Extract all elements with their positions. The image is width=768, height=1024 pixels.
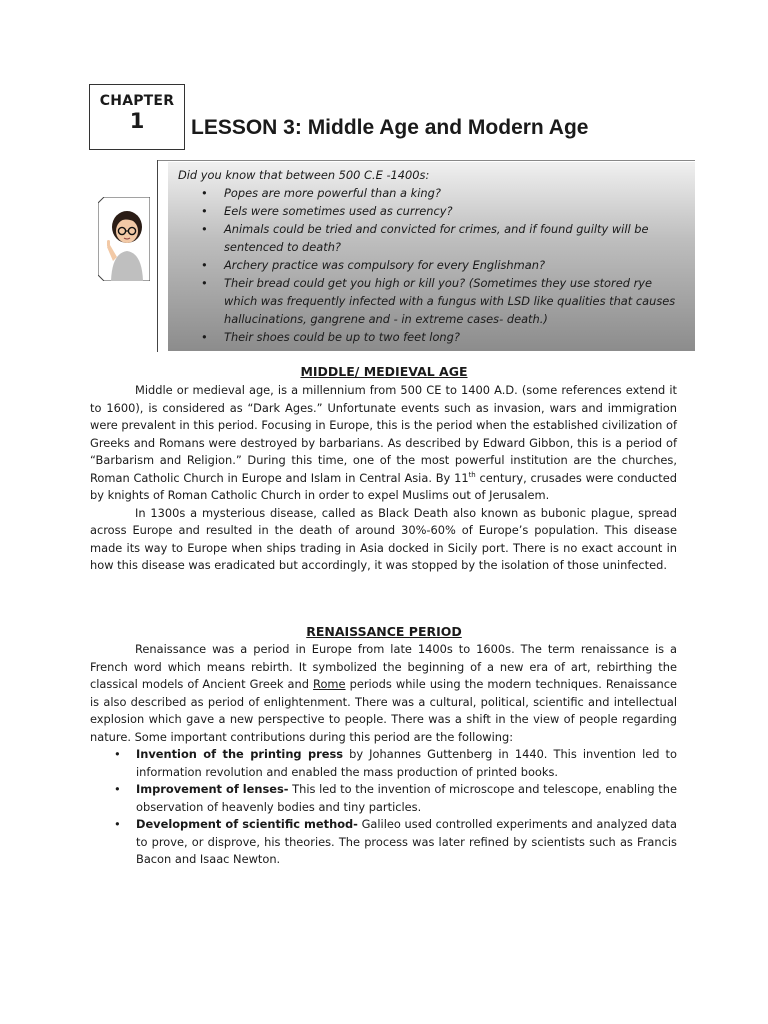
renaissance-body (90, 641, 677, 869)
list-item: • Improvement of lenses- This led to the invention of microscope and telescope, enabling the observation of heavenly bodies and tiny particles. (136, 781, 677, 816)
chapter-box (89, 84, 185, 150)
list-item: • Invention of the printing press by Johannes Guttenberg in 1440. This invention led to information revolution and enabled the mass production of printed books. (136, 746, 677, 781)
middle-age-paragraph-1: Middle or medieval age, is a millennium from 500 CE to 1400 A.D. (some references extend it to 1600), is considered as “Dark Ages.” Unfortunate events such as invasion, wars and immigration were prevalent in this period. Focusing in Europe, this is the period when the established civilization of Greeks and Romans were destroyed by barbarians. As described by Edward Gibbon, this is a period of “Barbarism and Religion.” During this time, one of the most powerful institution are the churches, Roman Catholic Church in Europe and Islam in Central Asia. By 11th century, crusades were conducted by knights of Roman Catholic Church in order to expel Muslims out of Jerusalem. (90, 383, 677, 502)
middle-age-paragraph-2: In 1300s a mysterious disease, called as Black Death also known as bubonic plague, spread across Europe and resulted in the death of around 30%-60% of Europe’s population. This disease made its way to Europe when ships trading in Asia docked in Sicily port. There is no exact account in how this disease was eradicated but accordingly, it was stopped by the isolation of those uninfected. (90, 505, 677, 572)
list-item: • Archery practice was compulsory for every Englishman? (224, 256, 685, 274)
list-item: • Development of scientific method- Galileo used controlled experiments and analyzed data to prove, or disprove, his theories. The process was later refined by scientists such as Francis Bacon and Isaac Newton. (136, 816, 677, 869)
contributions-list (90, 746, 677, 869)
lesson-title: LESSON 3: Middle Age and Modern Age (191, 116, 589, 139)
middle-age-heading: MIDDLE/ MEDIEVAL AGE (300, 364, 468, 379)
chapter-number: 1 (129, 109, 145, 133)
did-you-know-box (168, 162, 695, 351)
renaissance-paragraph: Renaissance was a period in Europe from late 1400s to 1600s. The term renaissance is a French word which means rebirth. It symbolized the beginning of a new era of art, rebirthing the classical models of Ancient Greek and Rome periods while using the modern techniques. Renaissance is also described as period of enlightenment. There was a cultural, political, scientific and intellectual explosion which gave a new perspective to people. There was a shift in the view of people regarding nature. Some important contributions during this period are the following: (90, 642, 677, 744)
list-item: • Their shoes could be up to two feet long? (224, 328, 685, 346)
list-item: • Popes are more powerful than a king? (224, 184, 685, 202)
did-you-know-list (178, 184, 685, 346)
middle-age-body (90, 382, 677, 575)
list-item: • Eels were sometimes used as currency? (224, 202, 685, 220)
chapter-label: CHAPTER (99, 93, 175, 109)
teacher-avatar-icon (98, 197, 150, 281)
rome-link[interactable]: Rome (313, 677, 346, 691)
divider-horizontal (157, 160, 695, 161)
renaissance-heading: RENAISSANCE PERIOD (306, 624, 462, 639)
list-item: • Their bread could get you high or kill you? (Sometimes they use stored rye which was frequently infected with a fungus with LSD like qualities that causes hallucinations, gangrene and - in extreme cases- death.) (224, 274, 685, 328)
did-you-know-intro: Did you know that between 500 C.E -1400s: (178, 168, 430, 182)
divider-vertical (157, 160, 158, 352)
list-item: • Animals could be tried and convicted for crimes, and if found guilty will be sentenced to death? (224, 220, 685, 256)
